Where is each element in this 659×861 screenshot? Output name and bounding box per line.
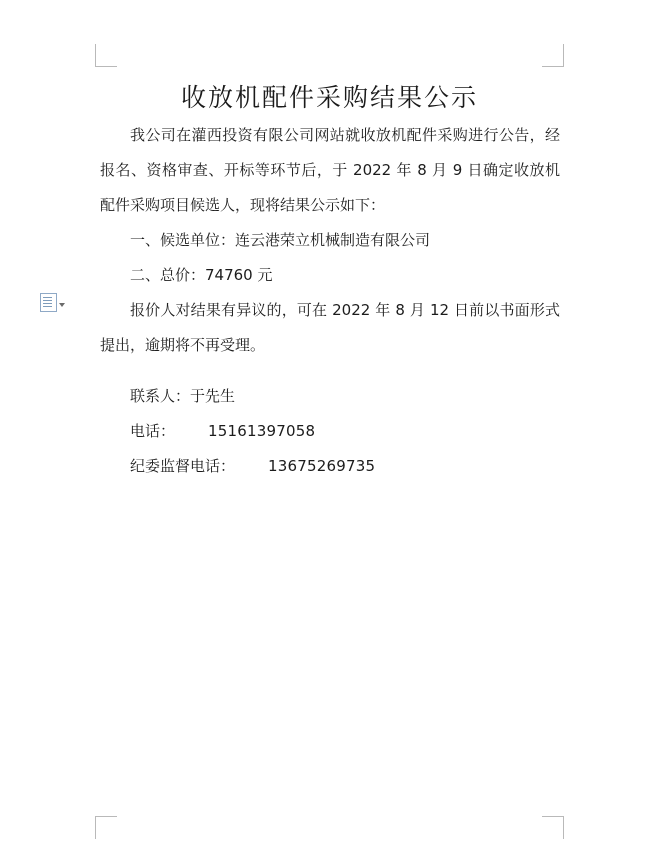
crop-mark-top-left	[95, 44, 118, 66]
supervision-phone-label: 纪委监督电话：	[130, 457, 236, 475]
chevron-down-icon[interactable]	[59, 303, 65, 307]
crop-mark-bottom-right	[541, 817, 564, 839]
contact-phone-label: 电话：	[130, 422, 176, 440]
page-title: 收放机配件采购结果公示	[180, 83, 478, 112]
paragraph-spacer	[100, 363, 560, 379]
crop-rule-top-right	[542, 66, 564, 67]
crop-rule-top-left	[95, 66, 117, 67]
paragraph-total-price: 二、总价：74760 元	[130, 266, 273, 284]
document-body	[100, 118, 560, 484]
supervision-phone	[100, 449, 560, 484]
paste-options-icon[interactable]	[40, 293, 57, 312]
contact-phone	[100, 414, 560, 449]
crop-mark-bottom-left	[95, 817, 118, 839]
crop-mark-top-right	[541, 44, 564, 66]
supervision-phone-value: 13675269735	[268, 457, 376, 475]
paste-options-widget[interactable]	[40, 293, 65, 312]
contact-phone-value: 15161397058	[208, 422, 316, 440]
contact-person: 联系人：于先生	[130, 387, 236, 405]
crop-rule-bottom-left	[95, 816, 117, 817]
paragraph-intro: 我公司在灌西投资有限公司网站就收放机配件采购进行公告，经报名、资格审查、开标等环节后，于 2022 年 8 月 9 日确定收放机配件采购项目候选人，现将结果公示如下：	[100, 126, 560, 214]
crop-rule-bottom-right	[542, 816, 564, 817]
paragraph-objection: 报价人对结果有异议的，可在 2022 年 8 月 12 日前以书面形式提出，逾期将不再受理。	[100, 301, 560, 354]
paragraph-candidate: 一、候选单位：连云港荣立机械制造有限公司	[130, 231, 431, 249]
